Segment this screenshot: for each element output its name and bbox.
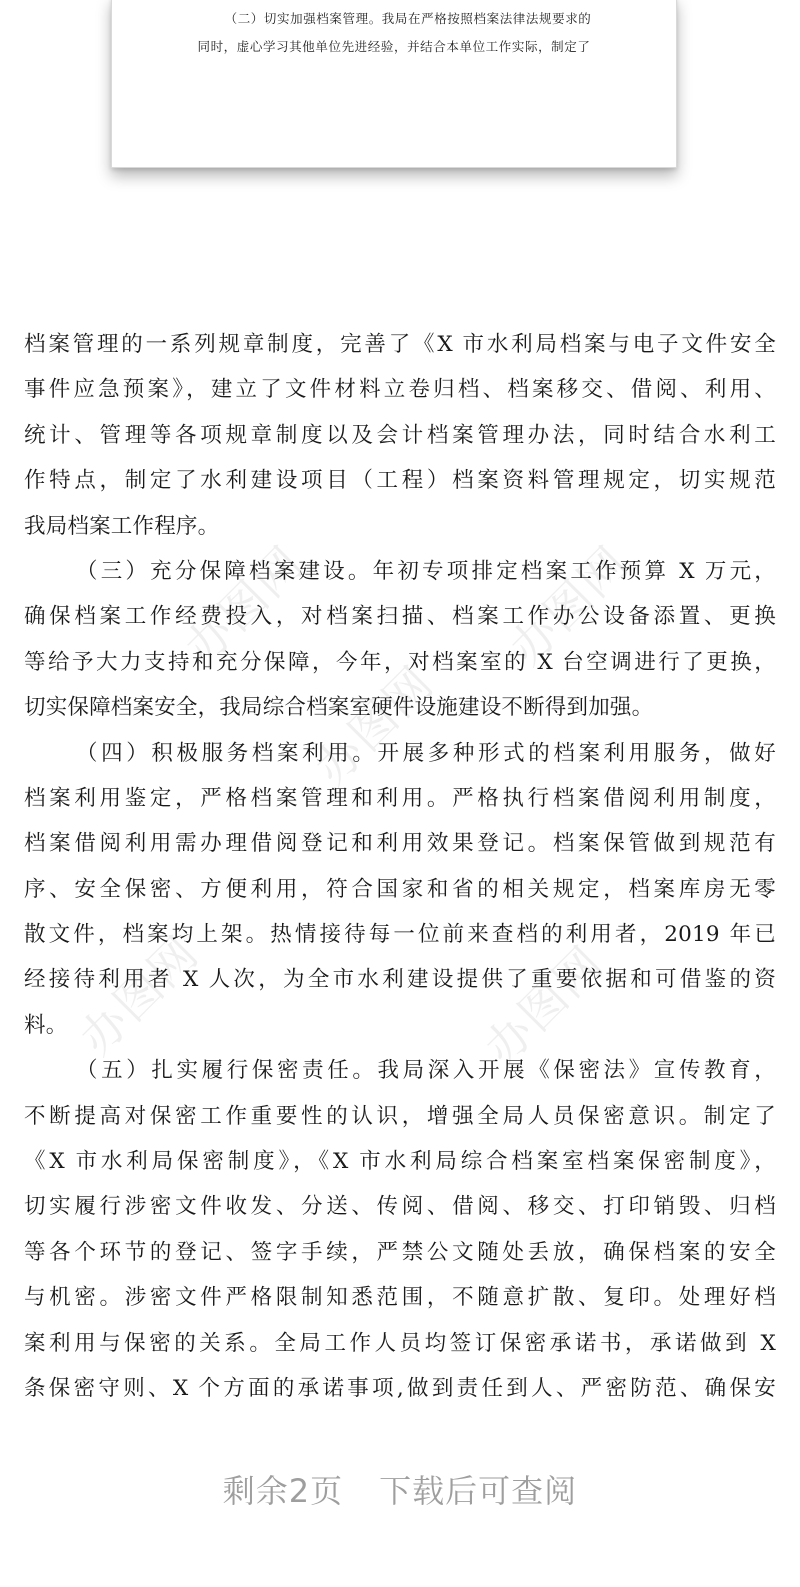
text-line: 不断提高对保密工作重要性的认识，增强全局人员保密意识。制定了 [24, 1103, 776, 1129]
document-body [24, 322, 776, 1411]
text-line: （三）充分保障档案建设。年初专项排定档案工作预算 X 万元， [76, 558, 776, 584]
text-line: 作特点，制定了水利建设项目（工程）档案资料管理规定，切实规范 [24, 468, 776, 494]
watermark: 办图网 [69, 925, 210, 1066]
text-line: （四）积极服务档案利用。开展多种形式的档案利用服务，做好 [76, 740, 776, 766]
remaining-pages-label: 剩余2页 [222, 1472, 344, 1510]
text-line: 我局档案工作程序。 [24, 513, 220, 539]
text-line: 案利用与保密的关系。全局工作人员均签订保密承诺书，承诺做到 X [24, 1330, 776, 1356]
text-line: 统计、管理等各项规章制度以及会计档案管理办法，同时结合水利工 [24, 422, 776, 448]
text-line: 料。 [24, 1012, 68, 1038]
text-line: 事件应急预案》，建立了文件材料立卷归档、档案移交、借阅、利用、 [24, 377, 776, 403]
text-line: 经接待利用者 X 人次，为全市水利建设提供了重要依据和可借鉴的资 [24, 967, 776, 993]
watermark: 办图网 [474, 935, 615, 1076]
text-line: 等各个环节的登记、签字手续，严禁公文随处丢放，确保档案的安全 [24, 1239, 776, 1265]
text-line: 档案利用鉴定，严格档案管理和利用。严格执行档案借阅利用制度， [24, 785, 776, 811]
watermark: 办图网 [499, 535, 640, 676]
download-to-view-label: 下载后可查阅 [379, 1472, 578, 1510]
text-line: 条保密守则、X 个方面的承诺事项,做到责任到人、严密防范、确保安 [24, 1375, 776, 1401]
preview-line-1: （二）切实加强档案管理。我局在严格按照档案法律法规要求的 [224, 11, 592, 26]
text-line: 《X 市水利局保密制度》，《X 市水利局综合档案室档案保密制度》， [24, 1149, 776, 1175]
preview-line-2: 同时，虚心学习其他单位先进经验，并结合本单位工作实际，制定了 [197, 39, 591, 54]
text-line: 序、安全保密、方便利用，符合国家和省的相关规定，档案库房无零 [24, 876, 776, 902]
text-line: 档案管理的一系列规章制度，完善了《X 市水利局档案与电子文件安全 [24, 332, 776, 357]
text-line: 等给予大力支持和充分保障，今年，对档案室的 X 台空调进行了更换， [24, 649, 776, 675]
page-preview-card [111, 0, 677, 168]
text-line: 散文件，档案均上架。热情接待每一位前来查档的利用者，2019 年已 [24, 922, 776, 948]
watermark: 办图网 [304, 655, 445, 796]
watermark: 办图网 [174, 535, 315, 676]
text-line: 档案借阅利用需办理借阅登记和利用效果登记。档案保管做到规范有 [24, 831, 776, 857]
text-line: 确保档案工作经费投入，对档案扫描、档案工作办公设备添置、更换 [24, 604, 776, 630]
download-prompt[interactable] [0, 1466, 800, 1512]
text-line: 与机密。涉密文件严格限制知悉范围，不随意扩散、复印。处理好档 [24, 1285, 776, 1311]
text-line: （五）扎实履行保密责任。我局深入开展《保密法》宣传教育， [76, 1058, 776, 1084]
text-line: 切实履行涉密文件收发、分送、传阅、借阅、移交、打印销毁、归档 [24, 1194, 776, 1220]
text-line: 切实保障档案安全，我局综合档案室硬件设施建设不断得到加强。 [24, 695, 654, 721]
